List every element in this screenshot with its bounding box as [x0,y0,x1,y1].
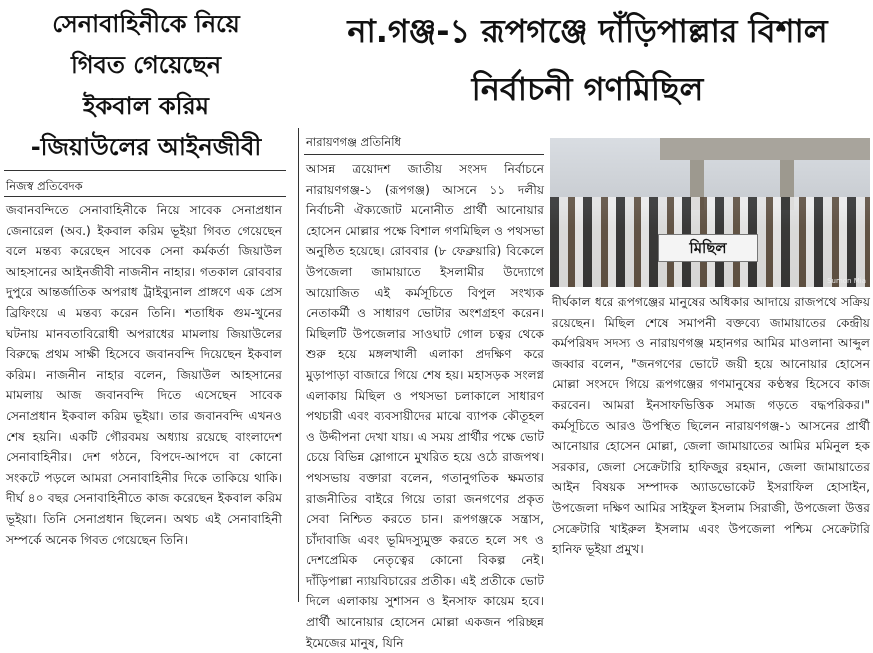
overpass-shape [660,138,870,160]
photo-banner: মিছিল [658,234,758,262]
right-article-headline [302,2,873,118]
right-article-body-col2: দীর্ঘকাল ধরে রূপগঞ্জের মানুষের অধিকার আদায়ে রাজপথে সক্রিয় রয়েছেন। মিছিল শেষে সমাপনী বক্তব্যে জামায়াতের কেন্দ্রীয় কর্মপরিষদ সদস্য ও নারায়ণগঞ্জ মহানগর আমির মাওলানা আব্দুল জব্বার বলেন, "জনগণের ভোটে জয়ী হয়ে আনোয়ার হোসেন মোল্লা সংসদে গিয়ে রূপগঞ্জের গণমানুষের কণ্ঠস্বর হিসেবে কাজ করবেন। আমরা ইনসাফভিত্তিক সমাজ গড়তে বদ্ধপরিকর।" কর্মসূচিতে আরও উপস্থিত ছিলেন নারায়ণগঞ্জ-১ আসনের প্রার্থী আনোয়ার হোসেন মোল্লা, জেলা জামায়াতের আমির মমিনুল হক সরকার, জেলা সেক্রেটারি হাফিজুর রহমান, জেলা জামায়াতের আইন বিষয়ক সম্পাদক অ্যাডভোকেট ইসরাফিল হোসাইন, উপজেলা দক্ষিণ আমির সাইফুল ইসলাম সিরাজী, উপজেলা উত্তর সেক্রেটারি খাইরুল ইসলাম এবং উপজেলা পশ্চিম সেক্রেটারি হানিফ ভূইয়া প্রমুখ। [552,295,870,557]
rally-photo [550,138,870,287]
left-article-body: জবানবন্দিতে সেনাবাহিনীকে নিয়ে সাবেক সেনাপ্রধান জেনারেল (অব.) ইকবাল করিম ভূইয়া গিবত গেয়েছেন বলে মন্তব্য করেছেন সাবেক সেনা কর্মকর্তা জিয়াউল আহসানের আইনজীবী নাজনীন নাহার। গতকাল রোববার দুপুরে আন্তর্জাতিক অপরাধ ট্রাইব্যুনাল প্রাঙ্গণে এক প্রেস ব্রিফিংয়ে এ মন্তব্য করেন তিনি। শতাধিক গুম-খুনের ঘটনায় মানবতাবিরোধী অপরাধের মামলায় জিয়াউলের বিরুদ্ধে প্রথম সাক্ষী হিসেবে জবানবন্দি দিয়েছেন ইকবাল করিম। নাজনীন নাহার বলেন, জিয়াউল আহসানের মামলায় আজ জবানবন্দি দিতে এসেছেন সাবেক সেনাপ্রধান ইকবাল করিম ভূইয়া। তার জবানবন্দি এখনও শেষ হয়নি। একটি গৌরবময় অধ্যায় রয়েছে বাংলাদেশ সেনাবাহিনীর। দেশ গঠনে, বিপদে-আপদে বা কোনো সংকটে পড়লে আমরা সেনাবাহিনীর দিকে তাকিয়ে থাকি। দীর্ঘ ৪০ বছর সেনাবাহিনীতে কাজ করেছেন ইকবাল করিম ভূইয়া। তিনি সেনাপ্রধান ছিলেন। অথচ এই সেনাবাহিনী সম্পর্কে অনেক গিবত গেয়েছেন তিনি। [6,203,282,547]
headline-line: নির্বাচনী গণমিছিল [471,70,704,108]
right-article-body-col1: আসন্ন ত্রয়োদশ জাতীয় সংসদ নির্বাচনে নারায়ণগঞ্জ-১ (রূপগঞ্জ) আসনে ১১ দলীয় নির্বাচনী ঐক্যজোট মনোনীত প্রার্থী আনোয়ার হোসেন মোল্লার পক্ষে বিশাল গণমিছিল ও পথসভা অনুষ্ঠিত হয়েছে। রোববার (৮ ফেব্রুয়ারি) বিকেলে উপজেলা জামায়াতে ইসলামীর উদ্যোগে আয়োজিত এই কর্মসূচিতে বিপুল সংখ্যক নেতাকর্মী ও সাধারণ ভোটার অংশগ্রহণ করেন। মিছিলটি উপজেলার সাওঘাট গোল চত্বর থেকে শুরু হয়ে মঙ্গলখালী এলাকা প্রদক্ষিণ করে মুড়াপাড়া বাজারে গিয়ে শেষ হয়। মহাসড়ক সংলগ্ন এলাকায় মিছিল ও পথসভা চলাকালে সাধারণ পথচারী এবং ব্যবসায়ীদের মাঝে ব্যাপক কৌতূহল ও উদ্দীপনা দেখা যায়। এ সময় প্রার্থীর পক্ষে ভোট চেয়ে বিভিন্ন স্লোগানে মুখরিত হয়ে ওঠে রাজপথ।পথসভায় বক্তারা বলেন, গতানুগতিক ক্ষমতার রাজনীতির বাইরে গিয়ে তারা জনগণের প্রকৃত সেবা নিশ্চিত করতে চান। রূপগঞ্জকে সন্ত্রাস, চাঁদাবাজি এবং ভূমিদস্যুমুক্ত করতে হলে সৎ ও দেশপ্রেমিক নেতৃত্বের কোনো বিকল্প নেই। দাঁড়িপাল্লা ন্যায়বিচারের প্রতীক। এই প্রতীকে ভোট দিলে এলাকায় সুশাসন ও ইনসাফ কায়েম হবে। প্রার্থী আনোয়ার হোসেন মোল্লা একজন পরিচ্ছন্ন ইমেজের মানুষ, যিনি [306,162,544,650]
column-divider [298,128,299,602]
headline-line: গিবত গেয়েছেন [70,51,222,79]
divider [4,196,286,197]
right-article-byline: নারায়ণগঞ্জ প্রতিনিধি [306,135,401,149]
divider [4,170,286,171]
divider [304,154,544,155]
left-article-byline: নিজস্ব প্রতিবেদক [6,179,83,193]
headline-line: ইকবাল করিম [82,92,209,120]
photo-credit: Sumon Mia [827,277,866,285]
left-article-headline [0,4,292,168]
headline-line: সেনাবাহিনীকে নিয়ে [52,10,240,38]
headline-line: -জিয়াউলের আইনজীবী [30,133,262,161]
headline-line: না.গঞ্জ-১ রূপগঞ্জে দাঁড়িপাল্লার বিশাল [347,12,828,50]
